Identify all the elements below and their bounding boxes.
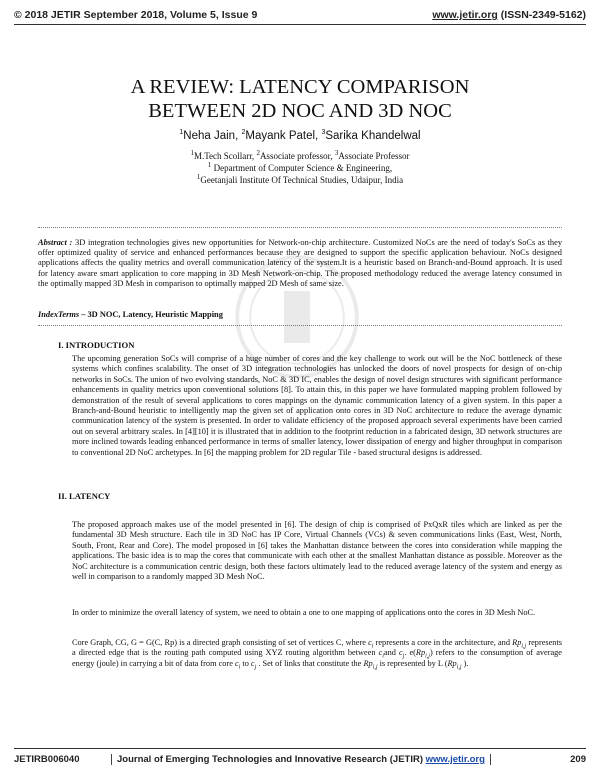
affiliation-institute xyxy=(0,175,600,185)
abstract-label: Abstract : xyxy=(38,238,73,247)
title-line-2: BETWEEN 2D NOC AND 3D NOC xyxy=(148,100,452,122)
footer-journal-name: Journal of Emerging Technologies and Innovative Research (JETIR) xyxy=(117,754,426,766)
affiliation-roles xyxy=(0,151,600,161)
footer-website-link[interactable]: www.jetir.org xyxy=(425,754,485,766)
cg-text-2: represents a core in the architecture, and xyxy=(373,638,513,647)
footer-paper-id: JETIRB006040 xyxy=(14,754,80,765)
footer-separator-2 xyxy=(490,754,491,765)
index-terms xyxy=(38,310,223,319)
header-right xyxy=(432,9,586,21)
math-cj-2: $c_j$ xyxy=(250,658,257,671)
author-1-marker: 1 xyxy=(179,129,184,137)
cg-text-5: . e( xyxy=(404,648,416,658)
math-rpij-3: $Rp_{i,j}$ xyxy=(363,658,378,671)
footer-page-number: 209 xyxy=(570,754,586,765)
paragraph-latency-goal: In order to minimize the overall latency of system, we need to obtain a one to one mapping of applications onto the cores in 3D Mesh NoC. xyxy=(72,608,536,617)
footer-journal xyxy=(106,754,496,765)
title-line-1: A REVIEW: LATENCY COMPARISON xyxy=(130,76,470,98)
aff-role-3: Associate Professor xyxy=(338,151,410,161)
aff-inst-marker: 1 xyxy=(196,173,201,181)
page-header xyxy=(14,9,586,23)
cg-text-4: and xyxy=(383,648,399,658)
author-3: Sarika Khandelwal xyxy=(325,130,421,142)
paragraph-latency-model: The proposed approach makes use of the model presented in [6]. The design of chip is comprised of PxQxR tiles which are linked as per the fundamental 3D Mesh structure. Each tile in 3D NoC has IP Core, Virtual Channels (VCs) & seven communications links (East, West, North, South, Front, Rear and Core). The model proposed in [6] takes the Manhattan distance between the cores into consideration while mapping the applications. The basic idea is to map the cores that communicate with each other at the smallest Manhattan distance as possible. Moreover as the NoC architecture is a communication centric design, both these factors ultimately lead to the reduced average latency of the system and energy as well in comparison to a randomly mapped 3D Mesh NoC. xyxy=(72,520,562,582)
author-2-marker: 2 xyxy=(241,129,246,137)
math-rpij: $Rp_{i,j}$ xyxy=(512,638,527,650)
author-3-marker: 3 xyxy=(321,129,326,137)
footer-separator xyxy=(111,754,112,765)
aff-dept-marker: 1 xyxy=(207,161,212,169)
paragraph-introduction: The upcoming generation SoCs will comprise of a huge number of cores and the key challenge to work out will be the NoC bottleneck of these systems which confines scalability. The onset of 3D integration technologies has unlocked the doors of novel prospects for design of on-chip networks in SoCs. The union of two evolving standards, NoC & 3D IC, enables the design of novel design structures with significant performance enhancements in quality metrics upon conventional solutions [8]. To attain this, in this paper we have formulated mapping problem followed by demonstration of the result of several applications to cores mappings on the dynamic communication latency of a given system. In this paper a Branch-and-Bound heuristic to intelligently map the given set of application onto cores in 3D NoC architecture to reduce the average dynamic communication latency of the system is presented. In order to validate efficiency of the proposed approach several experiments have been carried out on several arbitrary scales. In [4][10] it is illustrated that in addition to the footprint reduction in a fabricated design, 3D network structures are more inclined towards leading enhanced performance in terms of smaller latency, lower dissipation of energy and higher throughput in comparison to conventional 2D NoC archetypes. In [6] the mapping problem for 2D regular Tile - based structural designs is addressed. xyxy=(72,354,562,457)
cg-text-3: represents a directed edge that is the routing path computed using XYZ routing algorithm between xyxy=(72,638,562,658)
paragraph-core-graph xyxy=(72,638,562,669)
header-website-link[interactable]: www.jetir.org xyxy=(432,9,498,21)
aff-marker-1: 1 xyxy=(190,149,194,157)
math-rpij-2: $Rp_{i,j}$ xyxy=(415,648,430,661)
page-footer xyxy=(14,754,586,768)
abstract xyxy=(38,238,562,289)
cg-text-1: Core Graph, CG, G = G(C, Rp) is a directed graph consisting of set of vertices C, where xyxy=(72,638,369,647)
math-cj: $c_j$ xyxy=(398,648,405,661)
aff-inst-text: Geetanjali Institute Of Technical Studies, Udaipur, India xyxy=(200,175,404,185)
cg-text-8: . Set of links that constitute the xyxy=(256,658,364,668)
footer-divider xyxy=(14,748,586,749)
index-terms-text: – 3D NOC, Latency, Heuristic Mapping xyxy=(79,310,223,319)
cg-text-10: ). xyxy=(461,658,469,668)
aff-dept-text: Department of Computer Science & Engineering, xyxy=(211,163,393,173)
cg-text-9: is represented by L ( xyxy=(377,658,448,668)
author-1: Neha Jain, xyxy=(183,130,242,142)
section-heading-latency: II. LATENCY xyxy=(58,491,111,501)
abstract-top-rule xyxy=(38,227,562,228)
aff-marker-3: 3 xyxy=(334,149,339,157)
math-ci: $c_i$ xyxy=(368,638,374,650)
math-ci-2: $c_i$ xyxy=(378,648,384,661)
math-ci-3: $c_i$ xyxy=(234,658,241,671)
aff-role-1: M.Tech Scollarr, xyxy=(193,151,257,161)
author-list xyxy=(0,130,600,142)
math-rpij-4: $Rp_{i,j}$ xyxy=(447,658,462,671)
abstract-text: 3D integration technologies gives new opportunities for Network-on-chip architecture. Customized NoCs are the need of today's SoCs as they offer optimized quality of service and enhanced performances because they are designed to support the specific application behaviour. NoCs designed applications affects the quality metrics and overall communication latency of the system.It is a heuristic based on Branch-and-Bound approach. It is used for latency aware smart application to core mapping in 3D Mesh Network-on-chip. The proposed methodology reduced the average latency consumed in the optimally mapped 3D Mesh in comparison to optimally mapped 2D Mesh of same size. xyxy=(38,238,563,288)
abstract-bottom-rule xyxy=(38,325,562,326)
header-divider xyxy=(14,24,586,25)
paper-title xyxy=(40,75,560,123)
section-heading-introduction: I. INTRODUCTION xyxy=(58,340,135,350)
cg-text-7: to xyxy=(240,658,251,668)
header-issn: (ISSN-2349-5162) xyxy=(500,9,586,21)
affiliation-department xyxy=(0,163,600,173)
aff-role-2: Associate professor, xyxy=(259,151,335,161)
index-terms-label: IndexTerms xyxy=(38,310,80,319)
cg-text-6: ) refers to the consumption of average energy (joule) in carrying a bit of data from core xyxy=(72,648,562,668)
aff-marker-2: 2 xyxy=(256,149,260,157)
author-2: Mayank Patel, xyxy=(245,130,322,142)
header-copyright: © 2018 JETIR September 2018, Volume 5, Issue 9 xyxy=(14,9,258,21)
